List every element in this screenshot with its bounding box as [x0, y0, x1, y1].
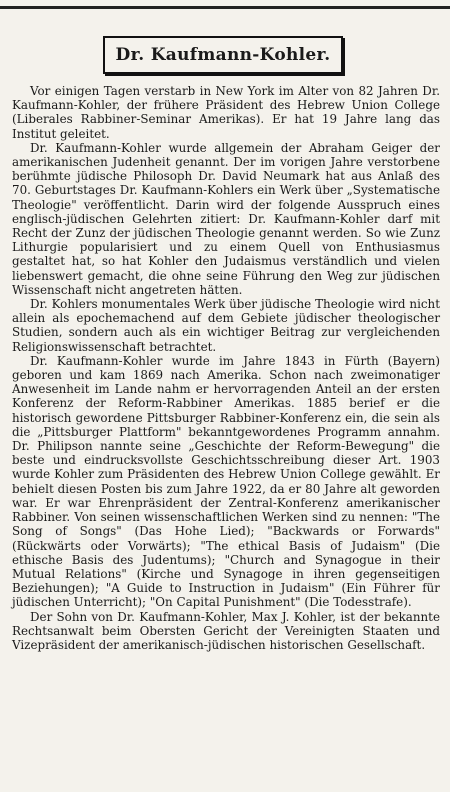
paragraph: Vor einigen Tagen verstarb in New York im Alter von 82 Jahren Dr. Kaufmann-Kohler, der frühere Präsident des Hebrew Union College (Liberales Rabbiner-Seminar Amerikas). Er hat 19 Jahre lang das Institut geleitet. [12, 84, 440, 141]
article-body [12, 84, 440, 652]
paragraph: Dr. Kaufmann-Kohler wurde im Jahre 1843 in Fürth (Bayern) geboren und kam 1869 nach Amerika. Schon nach zweimonatiger Anwesenheit im Lande nahm er hervorragenden Anteil an der ersten Konferenz der Reform-Rabbiner Amerikas. 1885 berief er die historisch gewordene Pittsburger Rabbiner-Konferenz ein, die sein als die „Pittsburger Plattform" bekanntgewordenes Programm annahm. Dr. Philipson nannte seine „Geschichte der Reform-Bewegung" die beste und eindrucksvollste Geschichtsschreibung dieser Art. 1903 wurde Kohler zum Präsidenten des Hebrew Union College gewählt. Er behielt diesen Posten bis zum Jahre 1922, da er 80 Jahre alt geworden war. Er war Ehrenpräsident der Zentral-Konferenz amerikanischer Rabbiner. Von seinen wissenschaftlichen Werken sind zu nennen: "The Song of Songs" (Das Hohe Lied); "Backwards or Forwards" (Rückwärts oder Vorwärts); "The ethical Basis of Judaism" (Die ethische Basis des Judentums); "Church and Synagogue in their Mutual Relations" (Kirche und Synagoge in ihren gegenseitigen Beziehungen); "A Guide to Instruction in Judaism" (Ein Führer für jüdischen Unterricht); "On Capital Punishment" (Die Todesstrafe). [12, 353, 440, 610]
paragraph: Dr. Kohlers monumentales Werk über jüdische Theologie wird nicht allein als epochemachend auf dem Gebiete jüdischer theologischer Studien, sondern auch als ein wichtiger Beitrag zur vergleichenden Religionswissenschaft betrachtet. [12, 297, 440, 354]
headline: Dr. Kaufmann-Kohler. [115, 45, 331, 65]
paragraph: Der Sohn von Dr. Kaufmann-Kohler, Max J. Kohler, ist der bekannte Rechtsanwalt beim Obersten Gericht der Vereinigten Staaten und Vizepräsident der amerikanisch-jüdischen historischen Gesellschaft. [12, 609, 440, 652]
top-rule [0, 6, 450, 9]
headline-box [103, 36, 343, 74]
paragraph: Dr. Kaufmann-Kohler wurde allgemein der Abraham Geiger der amerikanischen Judenheit genannt. Der im vorigen Jahre verstorbene berühmte jüdische Philosoph Dr. David Neumark hat aus Anlaß des 70. Geburtstages Dr. Kaufmann-Kohlers ein Werk über „Systematische Theologie" veröffentlicht. Darin wird der folgende Ausspruch eines englisch-jüdischen Gelehrten zitiert: Dr. Kaufmann-Kohler darf mit Recht der Zunz der jüdischen Theologie genannt werden. So wie Zunz Lithurgie popularisiert und zu einem Quell von Enthusiasmus gestaltet hat, so hat Kohler den Judaismus verständlich und vielen liebenswert gemacht, die ohne seine Führung den Weg zur jüdischen Wissenschaft nicht angetreten hätten. [12, 140, 440, 297]
